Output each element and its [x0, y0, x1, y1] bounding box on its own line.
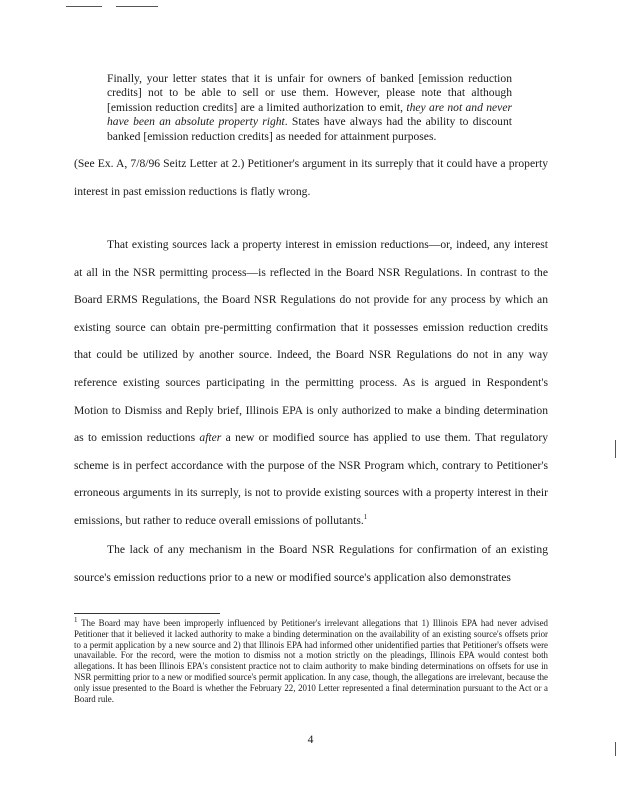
citation-paragraph [74, 150, 548, 205]
block-quote-text [107, 72, 512, 144]
argument-text-end: a new or modified source has applied to use them. That regulatory scheme is in perfect accordance with the purpose of the NSR Program which, contrary to Petitioner's erroneous arguments in its surreply, is not to provide existing sources with a property interest in their emissions, but rather to reduce overall emissions of pollutants. [74, 431, 548, 527]
closing-paragraph [74, 536, 548, 591]
quote-text-start: Finally, your letter states that it is unfair for owners of banked [emission reduction credits] not to be able to sell or use them. However, please note that although [emission reduction credits] are a limited authorization to emit, [107, 72, 512, 114]
page-number: 4 [307, 733, 314, 746]
footnote-divider [74, 613, 220, 614]
footnote-body: The Board may have been improperly influenced by Petitioner's irrelevant allegations that 1) Illinois EPA had never advised Petitioner that it believed it lacked authority to make a binding determination on the availability of an existing source's offsets prior to a permit application by a new source and 2) that Illinois EPA had informed other unidentified parties that Petitioner's offsets were unavailable. For the record, were the motion to dismiss not a motion strictly on the pleadings, Illinois EPA would contest both allegations. It has been Illinois EPA's consistent practice not to claim authority to make binding determinations on offsets for use in NSR permitting prior to a new or modified source's permit application. In any case, though, the allegations are irrelevant, because the only issue presented to the Board is whether the February 22, 2010 Letter represented a final determination pursuant to the Act or a Board rule. [74, 618, 548, 704]
footnote-reference[interactable]: 1 [363, 513, 368, 522]
argument-text-start: That existing sources lack a property interest in emission reductions—or, indeed, any interest at all in the NSR permitting process—is reflected in the Board NSR Regulations. In contrast to the Board ERMS Regulations, the Board NSR Regulations do not provide for any process by which an existing source can obtain pre-permitting confirmation that it possesses emission reduction credits that could be utilized by another source. Indeed, the Board NSR Regulations do not in any way reference existing sources participating in the permitting process. As is argued in Respondent's Motion to Dismiss and Reply brief, Illinois EPA is only authorized to make a binding determination as to emission reductions [74, 238, 548, 445]
argument-emphasis: after [199, 431, 222, 445]
scan-artifact [66, 6, 102, 7]
footnote [74, 618, 548, 704]
scan-artifact [615, 440, 616, 458]
quote-emphasis: they are not and never have been an absolute property right [107, 100, 512, 129]
footnote-marker: 1 [74, 616, 78, 625]
quote-text-end: . States have always had the ability to discount banked [emission reduction credits] as needed for attainment purposes. [107, 115, 512, 143]
closing-paragraph-text: The lack of any mechanism in the Board NSR Regulations for confirmation of an existing source's emission reductions prior to a new or modified source's application also demonstrates [74, 543, 548, 584]
argument-paragraph [74, 231, 548, 535]
scan-artifact [116, 6, 158, 7]
footnote-text [74, 618, 548, 704]
citation-paragraph-text: (See Ex. A, 7/8/96 Seitz Letter at 2.) Petitioner's argument in its surreply that it could have a property interest in past emission reductions is flatly wrong. [74, 157, 548, 198]
argument-paragraph-text [74, 231, 548, 535]
block-quote [107, 72, 512, 144]
